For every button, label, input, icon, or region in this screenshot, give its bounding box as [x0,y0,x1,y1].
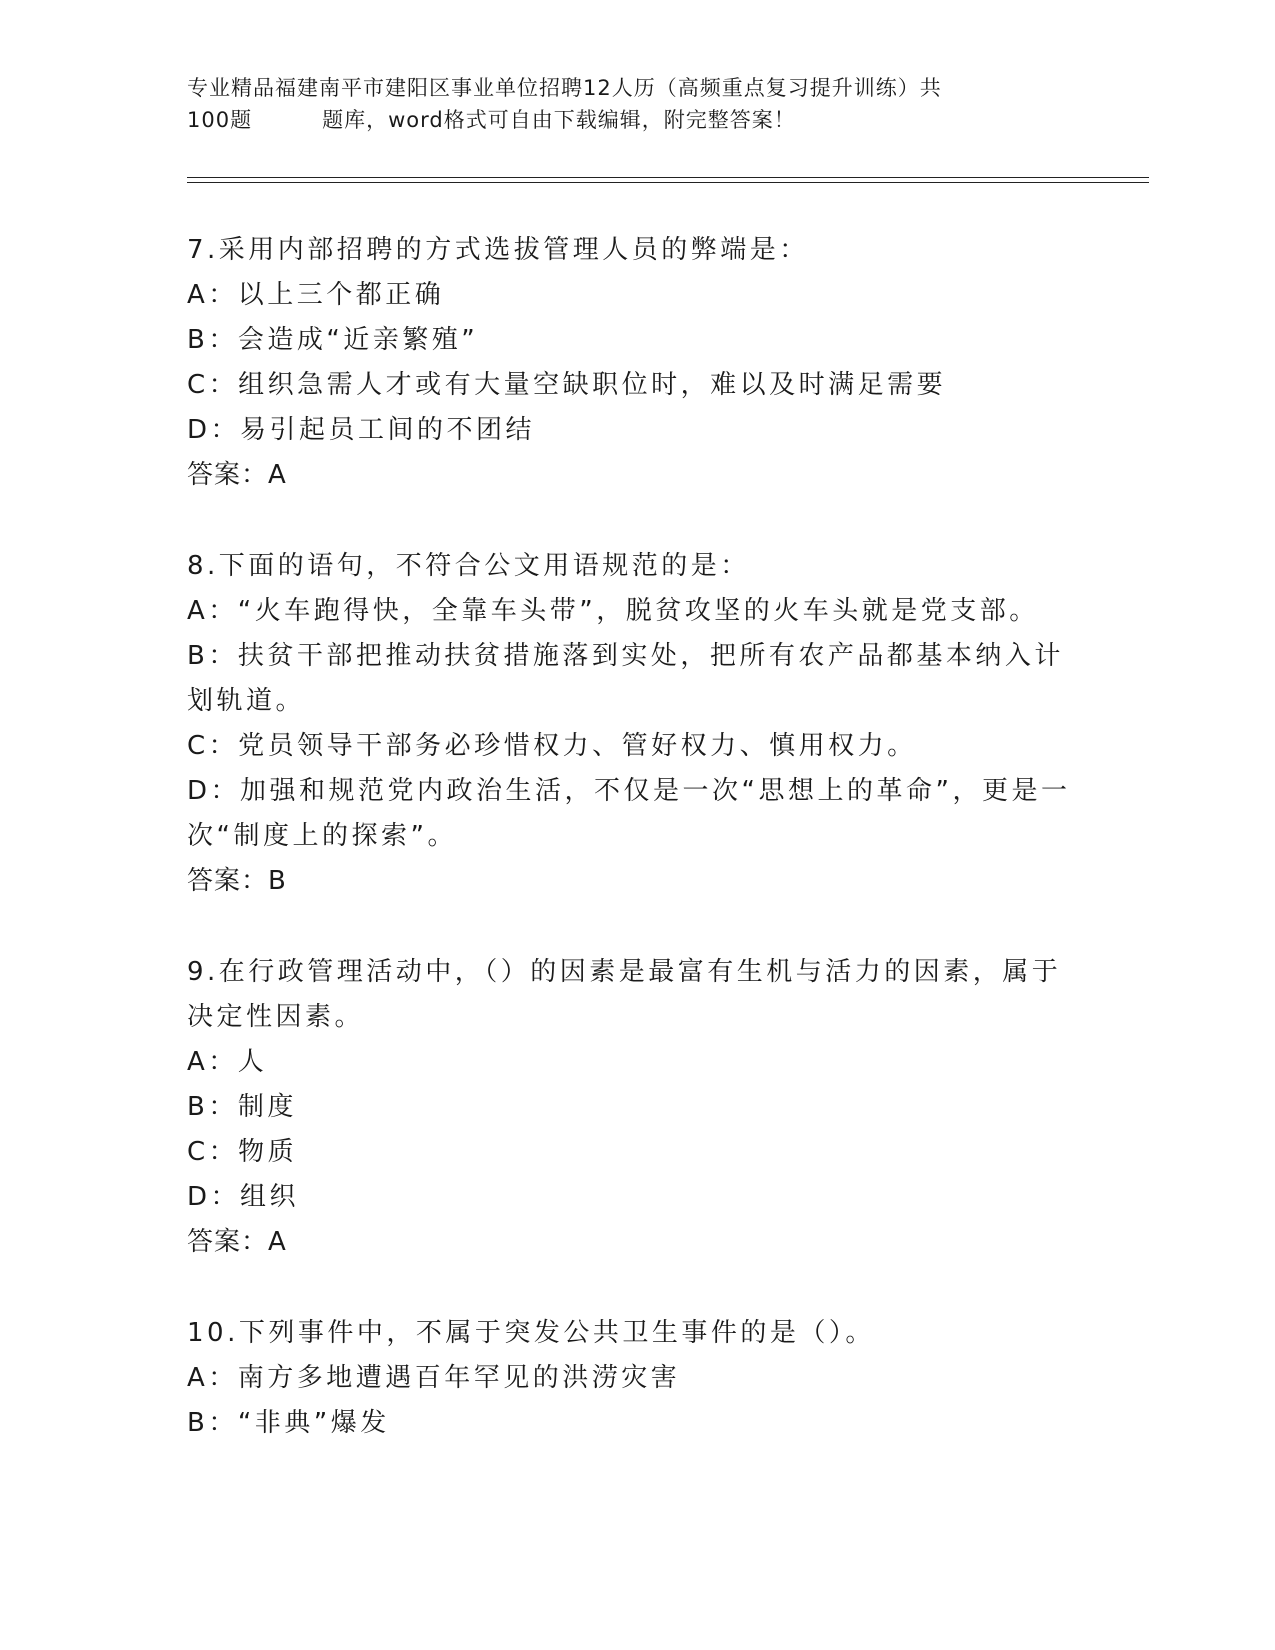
option-b: B：“非典”爆发 [187,1408,390,1438]
option-c: C：党员领导干部务必珍惜权力、管好权力、慎用权力。 [187,731,917,761]
option-c: C：物质 [187,1137,298,1167]
option-d: D：易引起员工间的不团结 [187,415,536,445]
header-line-2-part-b: 题库，word格式可自由下载编辑，附完整答案！ [322,108,796,132]
option-b: B：扶贫干部把推动扶贫措施落到实处，把所有农产品都基本纳入计划轨道。 [187,641,1064,716]
question-stem: 9.在行政管理活动中，（）的因素是最富有生机与活力的因素，属于决定性因素。 [187,957,1062,1032]
option-b: B：制度 [187,1092,297,1122]
question-9 [187,950,1087,1265]
question-stem: 8.下面的语句，不符合公文用语规范的是： [187,551,750,581]
question-8 [187,544,1087,904]
answer-line: 答案：A [187,460,287,490]
answer-line: 答案：A [187,1227,287,1257]
header-divider-bottom [187,182,1149,183]
option-d: D：加强和规范党内政治生活，不仅是一次“思想上的革命”，更是一次“制度上的探索”。 [187,776,1071,851]
option-d: D：组织 [187,1182,300,1212]
document-header [187,72,1067,136]
option-b: B：会造成“近亲繁殖” [187,325,479,355]
question-stem: 7.采用内部招聘的方式选拔管理人员的弊端是： [187,235,809,265]
header-line-2 [187,104,1067,136]
header-line-1: 专业精品福建南平市建阳区事业单位招聘12人历（高频重点复习提升训练）共 [187,76,942,100]
question-stem: 10.下列事件中，不属于突发公共卫生事件的是（）。 [187,1318,875,1348]
question-10 [187,1311,1087,1446]
option-a: A：人 [187,1047,268,1077]
header-line-2-part-a: 100题 [187,108,253,132]
header-divider-top [187,177,1149,178]
option-a: A：南方多地遭遇百年罕见的洪涝灾害 [187,1363,681,1393]
question-list [187,228,1087,1492]
question-7 [187,228,1087,498]
option-c: C：组织急需人才或有大量空缺职位时，难以及时满足需要 [187,370,947,400]
answer-line: 答案：B [187,866,287,896]
option-a: A：以上三个都正确 [187,280,445,310]
option-a: A：“火车跑得快，全靠车头带”，脱贫攻坚的火车头就是党支部。 [187,596,1039,626]
